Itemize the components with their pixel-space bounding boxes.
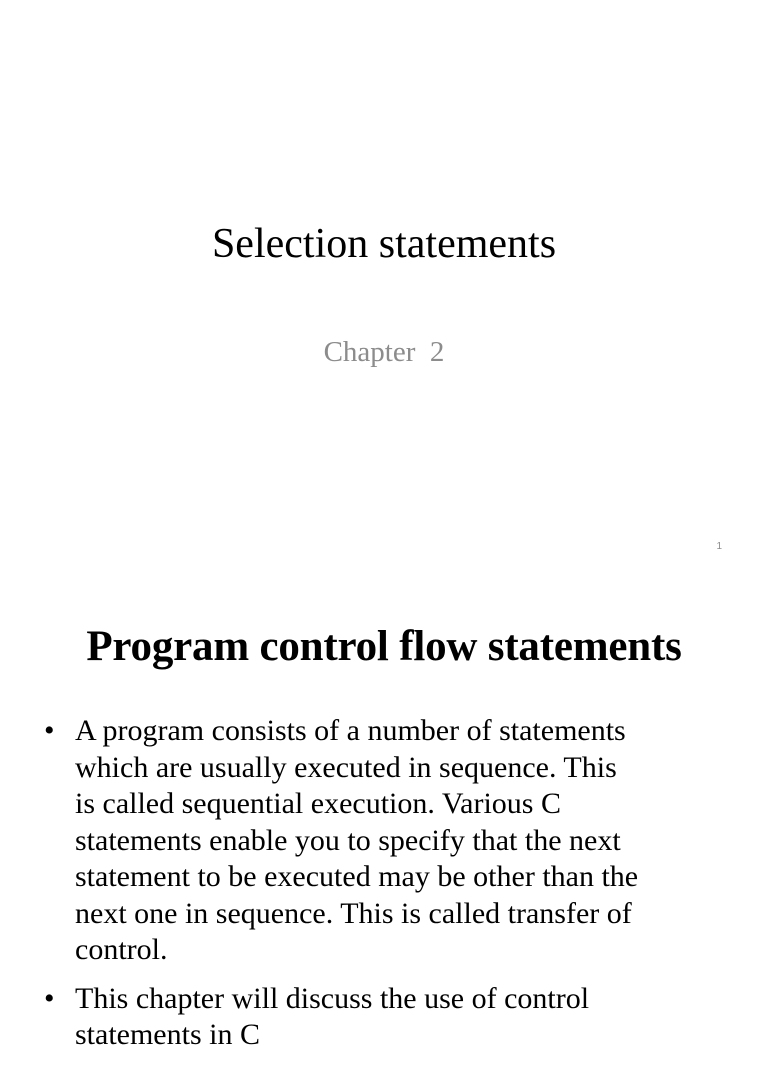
slide-content-page: [0, 576, 768, 1051]
bullet-text: [75, 981, 734, 1054]
bullet-list: [44, 713, 734, 1066]
bullet-line: is called sequential execution. Various C: [75, 787, 561, 820]
bullet-line: statement to be executed may be other than the: [75, 860, 639, 893]
bullet-text: [75, 713, 734, 969]
bullet-line: statements in C: [75, 1018, 260, 1051]
bullet-dot: •: [44, 981, 55, 1015]
slide-page-number: 1: [716, 541, 722, 552]
bullet-line: next one in sequence. This is called transfer of: [75, 896, 632, 930]
bullet-line: A program consists of a number of statements: [75, 714, 626, 747]
bullet-line: statements enable you to specify that the next: [75, 823, 621, 857]
slide-heading: Program control flow statements: [86, 623, 682, 670]
slide-title: Selection statements: [211, 221, 557, 267]
bullet-line: control.: [75, 933, 168, 966]
bullet-line: which are usually executed in sequence. This: [75, 750, 617, 784]
slide-subtitle: Chapter 2: [323, 336, 445, 368]
bullet-item: [44, 981, 734, 1054]
bullet-dot: •: [44, 714, 55, 747]
bullet-line: This chapter will discuss the use of control: [75, 981, 590, 1015]
bullet-item: [44, 713, 734, 969]
